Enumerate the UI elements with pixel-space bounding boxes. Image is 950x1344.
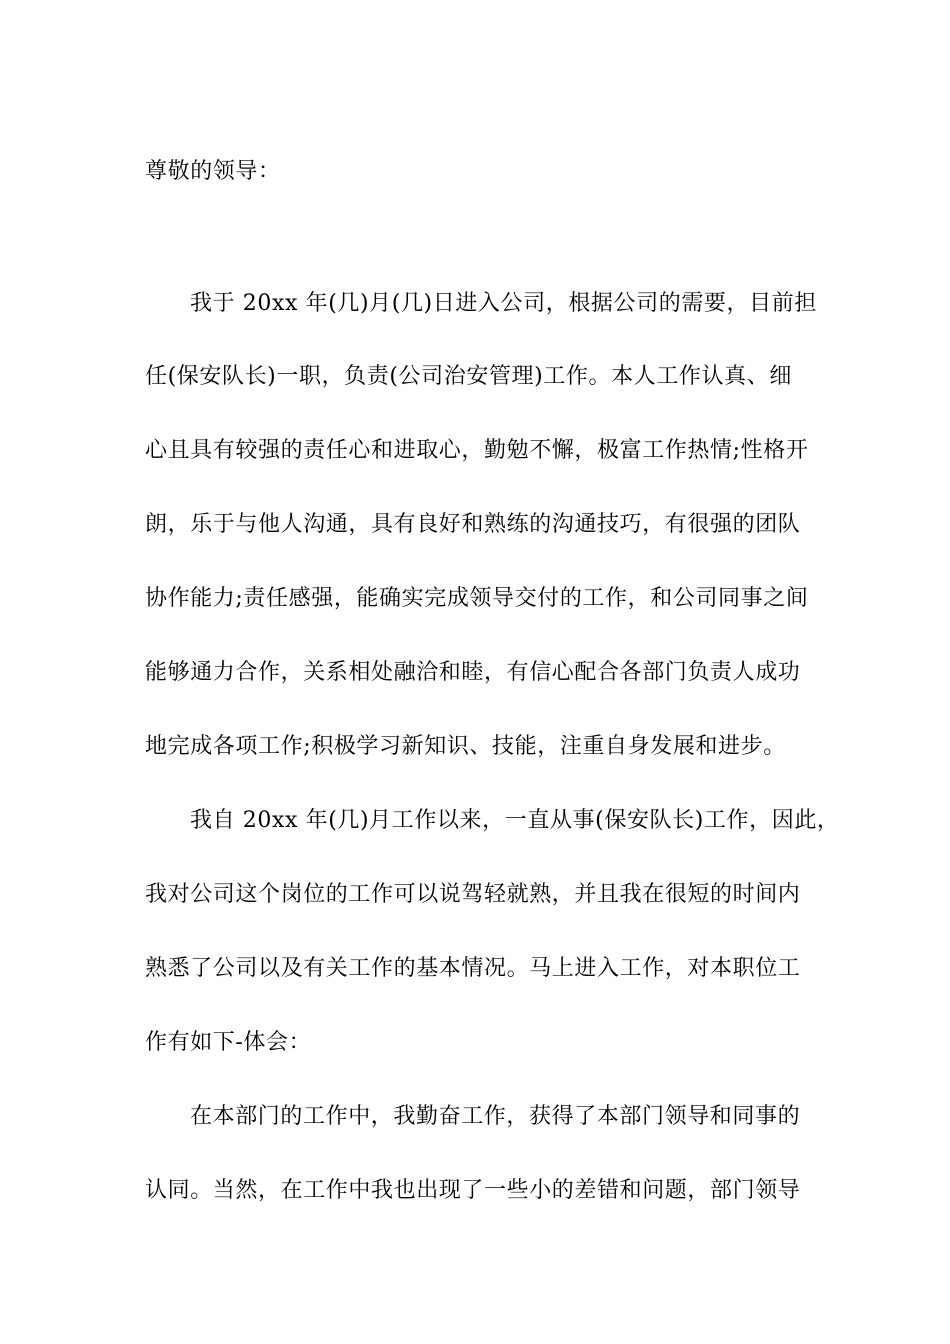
paragraph-2-line-2: 我对公司这个岗位的工作可以说驾轻就熟，并且我在很短的时间内 [145,882,801,907]
paragraph-3-line-1: 在本部门的工作中，我勤奋工作，获得了本部门领导和同事的 [190,1104,801,1129]
paragraph-2-line-4: 作有如下-体会： [145,1030,312,1055]
paragraph-3-line-2: 认同。当然，在工作中我也出现了一些小的差错和问题，部门领导 [145,1178,801,1203]
paragraph-1-line-6: 能够通力合作，关系相处融洽和睦，有信心配合各部门负责人成功 [145,660,801,685]
paragraph-1-line-2: 任(保安队长)一职，负责(公司治安管理)工作。本人工作认真、细 [145,364,792,389]
salutation: 尊敬的领导： [145,159,281,184]
paragraph-1-line-4: 朗，乐于与他人沟通，具有良好和熟练的沟通技巧，有很强的团队 [145,512,801,537]
paragraph-1-line-7: 地完成各项工作;积极学习新知识、技能，注重自身发展和进步。 [145,734,786,759]
paragraph-1-line-1: 我于 20xx 年(几)月(几)日进入公司，根据公司的需要，目前担 [190,291,817,316]
paragraph-1-line-5: 协作能力;责任感强，能确实完成领导交付的工作，和公司同事之间 [145,586,809,611]
paragraph-2-line-1: 我自 20xx 年(几)月工作以来，一直从事(保安队长)工作，因此， [190,808,840,833]
paragraph-2-line-3: 熟悉了公司以及有关工作的基本情况。马上进入工作，对本职位工 [145,956,801,981]
paragraph-1-line-3: 心且具有较强的责任心和进取心，勤勉不懈，极富工作热情;性格开 [145,438,809,463]
